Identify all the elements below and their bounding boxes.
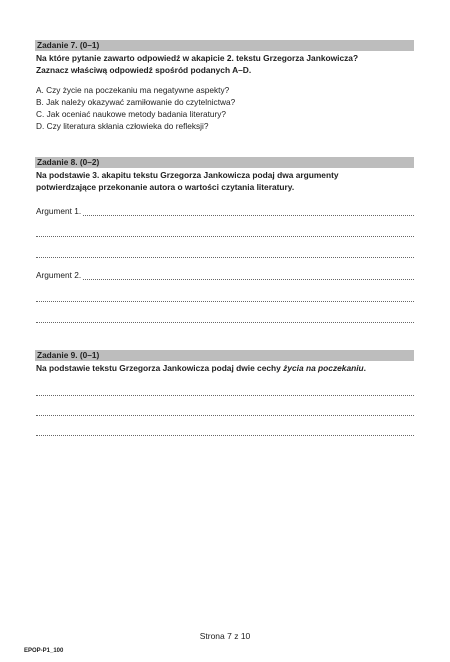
task9-question-suffix: . [363, 363, 366, 373]
task8-argument1-label: Argument 1. [36, 206, 82, 216]
task7-option-c[interactable]: C. Jak oceniać naukowe metody badania literatury? [36, 109, 227, 119]
task8-question-line1: Na podstawie 3. akapitu tekstu Grzegorza Jankowicza podaj dwa argumenty [36, 170, 339, 180]
task9-header: Zadanie 9. (0–1) [35, 350, 414, 361]
task9-answer-line1[interactable] [36, 385, 414, 396]
task9-answer-line3[interactable] [36, 425, 414, 436]
task8-question-line2: potwierdzające przekonanie autora o wartości czytania literatury. [36, 182, 295, 192]
task9-question-prefix: Na podstawie tekstu Grzegorza Jankowicza podaj dwie cechy [36, 363, 284, 373]
task7-option-b[interactable]: B. Jak należy okazywać zamiłowanie do czytelnictwa? [36, 97, 236, 107]
task8-argument1-line3[interactable] [36, 247, 414, 258]
task9-question-italic: życia na poczekaniu [283, 363, 364, 373]
task8-argument2-line3[interactable] [36, 312, 414, 323]
task7-option-a[interactable]: A. Czy życie na poczekaniu ma negatywne aspekty? [36, 85, 230, 95]
task9-question [36, 362, 416, 374]
task8-argument2-label: Argument 2. [36, 270, 82, 280]
task7-option-d[interactable]: D. Czy literatura skłania człowieka do refleksji? [36, 121, 209, 131]
task9-answer-line2[interactable] [36, 405, 414, 416]
task8-argument1-line1[interactable] [36, 205, 414, 216]
task7-header: Zadanie 7. (0–1) [35, 40, 414, 51]
page-number: Strona 7 z 10 [199, 631, 251, 641]
exam-code: EPOP-P1_100 [24, 648, 64, 654]
task7-question-line2: Zaznacz właściwą odpowiedź spośród podanych A–D. [36, 65, 252, 75]
task8-argument2-line2[interactable] [36, 291, 414, 302]
task7-question-line1: Na które pytanie zawarto odpowiedź w akapicie 2. tekstu Grzegorza Jankowicza? [36, 53, 359, 63]
task8-argument2-line1[interactable] [36, 269, 414, 280]
task8-header: Zadanie 8. (0–2) [35, 157, 414, 168]
task8-argument1-line2[interactable] [36, 226, 414, 237]
